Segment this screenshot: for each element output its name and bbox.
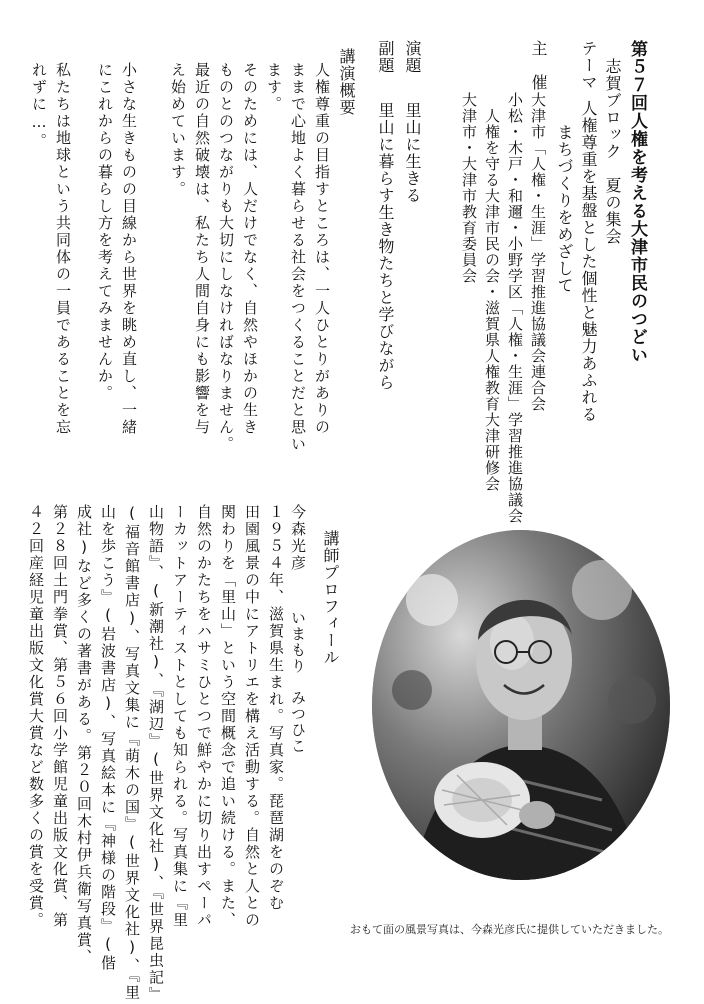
profile-column: 山を歩こう』(岩波書店)、写真絵本に『神様の階段』(偕 [99, 504, 117, 972]
profile-column: 田園風景の中にアトリエを構え活動する。自然と人との [243, 504, 261, 929]
profile-column: １９５４年、滋賀県生まれ。写真家。琵琶湖をのぞむ [267, 504, 285, 912]
summary-column: そのためには、人だけでなく、自然やほかの生き [241, 62, 259, 436]
profile-column: 山物語』、(新潮社)、『湖辺』(世界文化社)、『世界昆虫記』 [147, 504, 165, 1004]
profile-heading: 講師プロフィール [321, 530, 340, 666]
profile-column: ４２回産経児童出版文化賞大賞など数多くの賞を受賞。 [27, 504, 45, 929]
event-subtitle: 志賀ブロック 夏の集会 [603, 58, 622, 245]
organizer-line-4: 大津市・大津市教育委員会 [460, 92, 478, 284]
lecture-subtitle: 里山に暮らす生き物たちと学びながら [376, 102, 395, 391]
profile-column: (福音館書店)、写真文集に『萌木の国』(世界文化社)、『里 [123, 504, 141, 1002]
organizer-label: 主 催 [529, 40, 548, 91]
lecture-subtitle-label: 副題 [376, 40, 395, 74]
summary-column: ままで心地よく暮らせる社会をつくることだと思い [289, 62, 307, 453]
profile-column: 関わりを「里山」という空間概念で追い続ける。また、 [219, 504, 237, 929]
theme-label: テーマ [579, 40, 598, 91]
profile-column: 自然のかたちをハサミひとつで鮮やかに切り出すペーパ [195, 504, 213, 929]
lecture-title-label: 演題 [403, 40, 422, 74]
profile-column: 第２８回土門拳賞、第５６回小学館児童出版文化賞、第 [51, 504, 69, 929]
summary-column: 人権尊重の目指すところは、一人ひとりがありの [313, 62, 331, 436]
summary-column: にこれからの暮らし方を考えてみませんか。 [96, 62, 114, 402]
organizer-line-1: 大津市「人権・生涯」学習推進協議会連合会 [529, 92, 547, 412]
profile-reading: いまもり みつひこ [289, 610, 307, 754]
theme-line-1: 人権尊重を基盤とした個性と魅力あふれる [579, 100, 598, 423]
organizer-line-3: 人権を守る大津市民の会・滋賀県人権教育大津研修会 [483, 108, 501, 492]
event-title: 第５７回人権を考える大津市民のつどい [627, 40, 647, 364]
summary-heading: 講演概要 [337, 48, 356, 116]
lecturer-photo [372, 530, 670, 880]
theme-line-2: まちづくりをめざして [555, 124, 574, 294]
summary-column: え始めています。 [169, 62, 187, 198]
summary-column: 最近の自然破壊は、私たち人間自身にも影響を与 [193, 62, 211, 436]
summary-column: れずに…。 [30, 62, 48, 150]
summary-column: ものとのつながりも大切にしなければなりません。 [217, 62, 235, 453]
summary-column: ます。 [265, 62, 283, 113]
summary-column: 私たちは地球という共同体の一員であることを忘 [54, 62, 72, 436]
organizer-line-2: 小松・木戸・和邇・小野学区「人権・生涯」学習推進協議会 [506, 92, 524, 524]
lecture-title: 里山に生きる [403, 102, 422, 204]
profile-column: ーカットアーティストとしても知られる。写真集に『里 [171, 504, 189, 929]
profile-name: 今森光彦 [289, 504, 307, 572]
summary-column: 小さな生きものの目線から世界を眺め直し、一緒 [120, 62, 138, 436]
photo-caption: おもて面の風景写真は、今森光彦氏に提供していただきました。 [350, 923, 669, 936]
profile-column: 成社)など多くの著書がある。第２０回木村伊兵衛写真賞、 [75, 504, 93, 966]
